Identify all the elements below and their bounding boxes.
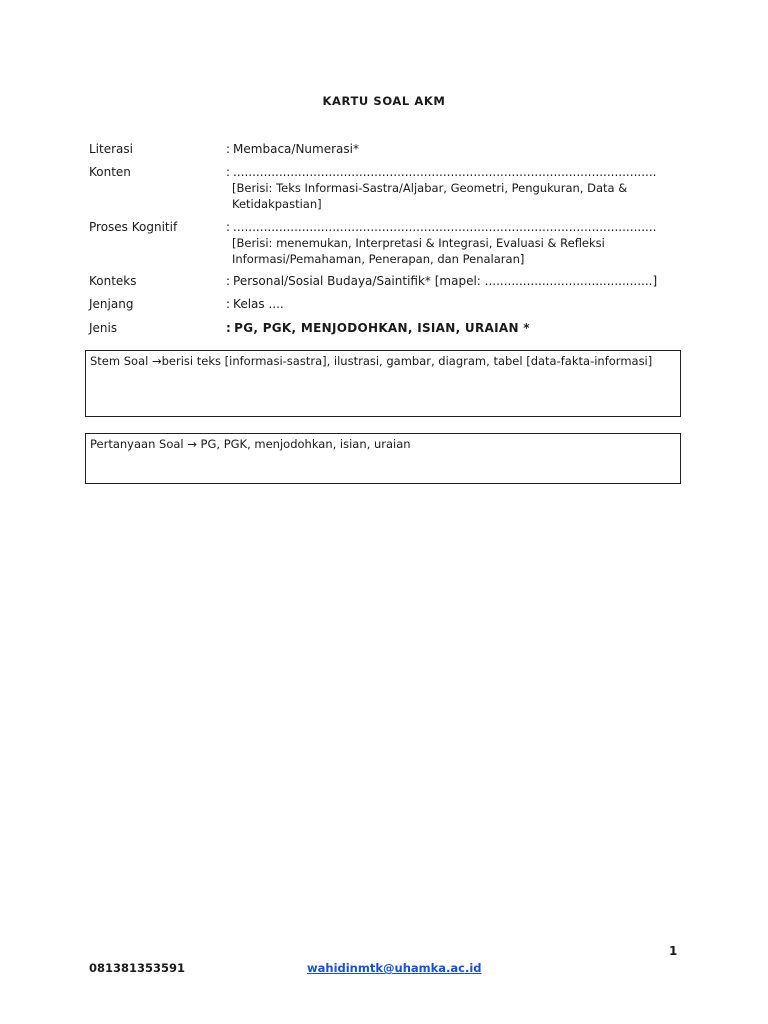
footer-email-link[interactable]: wahidinmtk@uhamka.ac.id: [307, 961, 482, 975]
document-title: KARTU SOAL AKM: [322, 94, 446, 108]
konten-note-line-2: Ketidakpastian]: [232, 197, 322, 211]
page-number: 1: [669, 944, 678, 958]
literasi-value-text: Membaca/Numerasi*: [233, 142, 359, 156]
field-value-konten: [226, 164, 666, 212]
field-jenis: [89, 320, 689, 336]
field-literasi: [89, 141, 689, 157]
field-jenjang: [89, 296, 689, 312]
field-value-jenjang: [226, 296, 666, 312]
field-konten: [89, 164, 689, 214]
field-colon: :: [226, 274, 231, 288]
field-label-konten: Konten: [89, 165, 131, 179]
field-value-literasi: [226, 141, 666, 157]
field-label-proses-kognitif: Proses Kognitif: [89, 220, 178, 234]
field-label-jenjang: Jenjang: [89, 297, 134, 311]
jenjang-value-text: Kelas ....: [233, 297, 284, 311]
field-label-literasi: Literasi: [89, 142, 133, 156]
field-colon: :: [226, 321, 232, 335]
konteks-value-text: Personal/Sosial Budaya/Saintifik* [mapel: ............................................]: [233, 274, 658, 288]
field-value-proses-kognitif: [226, 219, 666, 267]
field-colon: :: [226, 297, 231, 311]
proses-kognitif-value-text: ...............................................................................................................: [233, 220, 657, 234]
field-label-konteks: Konteks: [89, 274, 137, 288]
pertanyaan-soal-box: [85, 433, 681, 484]
footer-phone-number: 081381353591: [89, 961, 186, 975]
stem-soal-box: [85, 350, 681, 417]
stem-soal-text: Stem Soal →berisi teks [informasi-sastra], ilustrasi, gambar, diagram, tabel [data-fakta-informasi]: [90, 354, 653, 368]
field-konteks: [89, 273, 689, 289]
field-proses-kognitif: [89, 219, 689, 269]
konten-note-line-1: [Berisi: Teks Informasi-Sastra/Aljabar, Geometri, Pengukuran, Data &: [232, 181, 628, 195]
field-colon: :: [226, 165, 231, 179]
field-value-konteks: [226, 273, 696, 289]
jenis-value-text: PG, PGK, MENJODOHKAN, ISIAN, URAIAN *: [234, 321, 530, 335]
proses-kognitif-note-line-1: [Berisi: menemukan, Interpretasi & Integrasi, Evaluasi & Refleksi: [232, 236, 605, 250]
field-colon: :: [226, 142, 231, 156]
pertanyaan-soal-text: Pertanyaan Soal → PG, PGK, menjodohkan, isian, uraian: [90, 437, 411, 451]
proses-kognitif-note-line-2: Informasi/Pemahaman, Penerapan, dan Penalaran]: [232, 252, 525, 266]
field-colon: :: [226, 220, 231, 234]
konten-value-text: ...............................................................................................................: [233, 165, 657, 179]
field-label-jenis: Jenis: [89, 321, 118, 335]
field-value-jenis: [226, 320, 666, 336]
